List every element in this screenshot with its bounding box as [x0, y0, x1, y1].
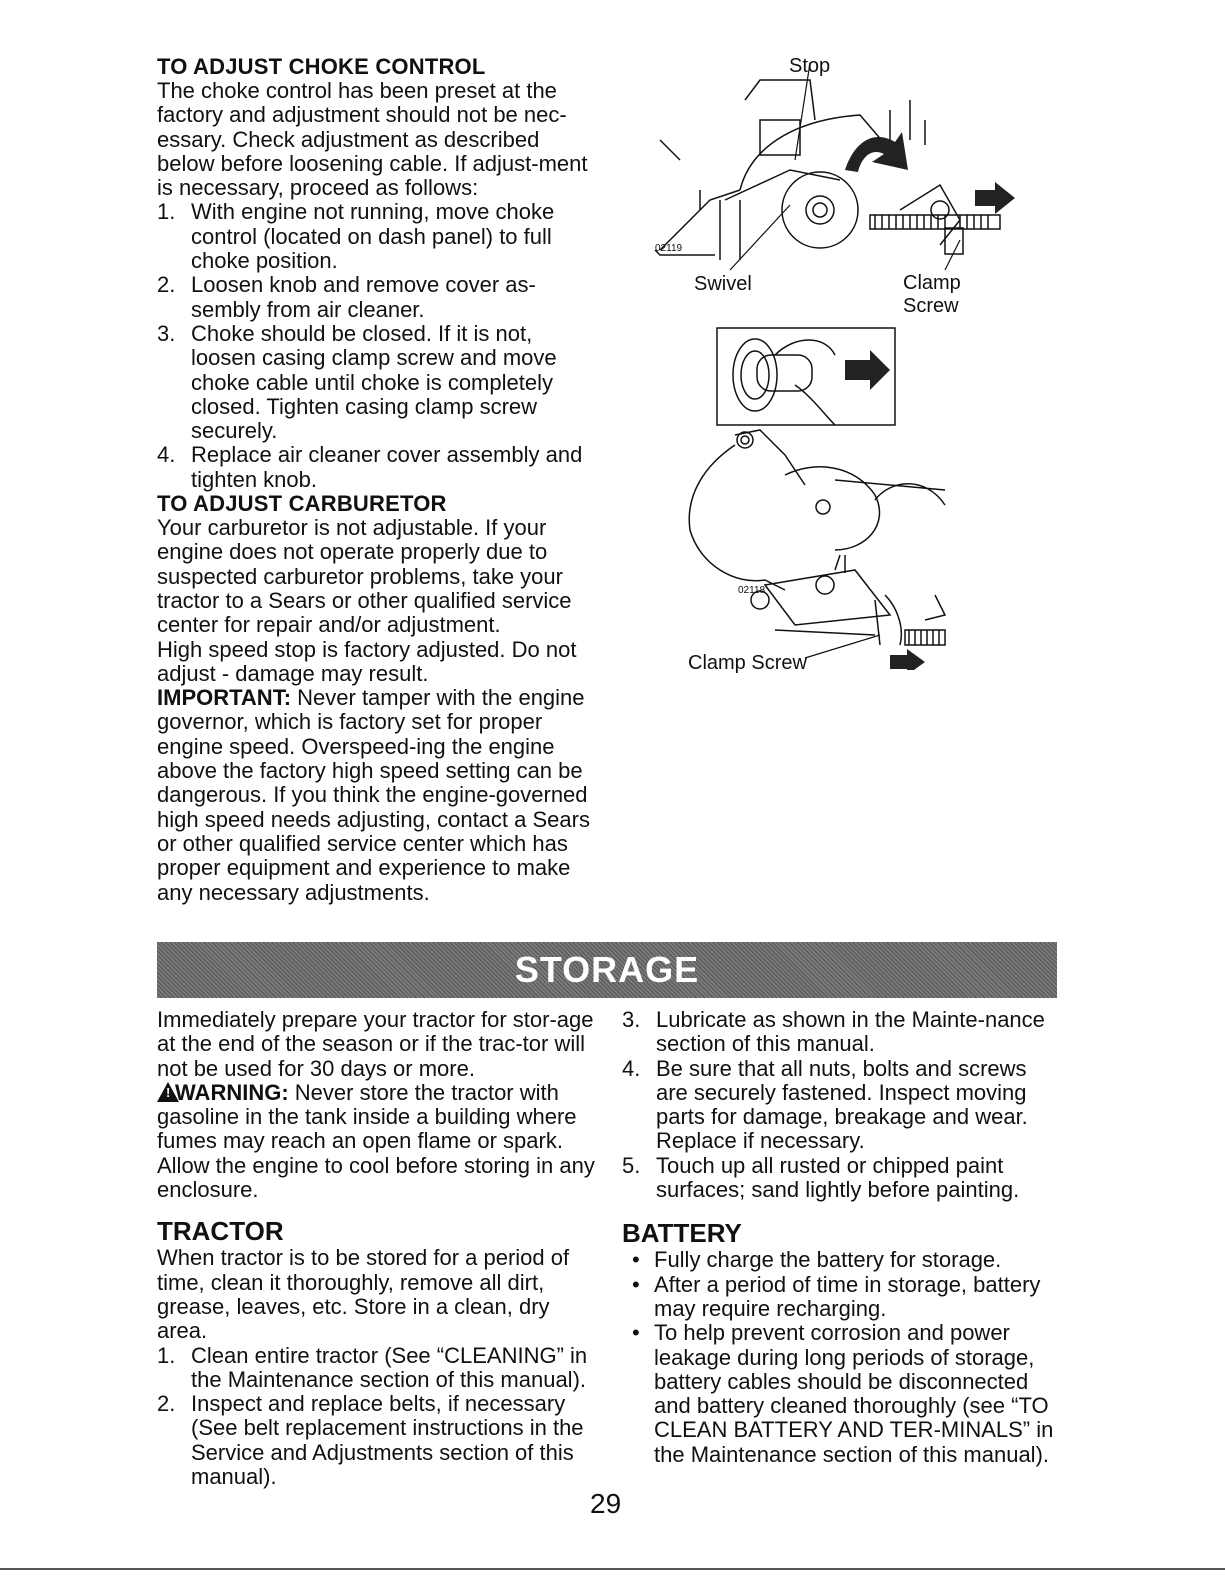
list-item: 5. Touch up all rusted or chipped paint surfaces; sand lightly before painting.	[622, 1152, 1020, 1203]
list-item: 2. Loosen knob and remove cover as-sembly from air cleaner.	[157, 272, 536, 322]
battery-bullets	[622, 1248, 1062, 1467]
list-item: 4. Replace air cleaner cover assembly and tighten knob.	[157, 442, 583, 492]
tractor-heading: TRACTOR	[157, 1216, 284, 1247]
clamp-screw-label: Clamp Screw	[688, 652, 807, 674]
list-item: • After a period of time in storage, battery may require recharging.	[632, 1271, 1041, 1321]
tractor-steps-right	[622, 1008, 1062, 1202]
warning-icon: !	[157, 1082, 179, 1102]
choke-intro: The choke control has been preset at the factory and adjustment should not be nec-essary. Check adjustment as described below before loosening cable. If adjust-ment is necessary, proceed as follows:	[157, 78, 588, 201]
list-item: • Fully charge the battery for storage.	[632, 1247, 1002, 1273]
storage-intro: Immediately prepare your tractor for stor-age at the end of the season or if the trac-tor will not be used for 30 days or more.	[157, 1007, 594, 1081]
clamp-label: Clamp	[903, 272, 961, 294]
stop-label: Stop	[789, 55, 831, 77]
battery-heading: BATTERY	[622, 1218, 742, 1249]
choke-section	[157, 55, 597, 905]
list-item: 4. Be sure that all nuts, bolts and screws are securely fastened. Inspect moving parts for damage, breakage and wear. Replace if necessary.	[622, 1055, 1028, 1154]
choke-heading: TO ADJUST CHOKE CONTROL	[157, 54, 486, 79]
figure-code-02118: 02118	[738, 585, 766, 596]
page-number: 29	[590, 1488, 622, 1519]
storage-banner	[157, 942, 1057, 998]
carburetor-figure	[675, 325, 975, 670]
carburetor-p1: Your carburetor is not adjustable. If your engine does not operate properly due to suspected carburetor problems, take your tractor to a Sears or other qualified service center for repair and/or adjustment.	[157, 515, 572, 638]
list-item: 2. Inspect and replace belts, if necessary (See belt replacement instructions in the Service and Adjustments section of this manual).	[157, 1391, 584, 1490]
list-item: • To help prevent corrosion and power leakage during long periods of storage, battery cables should be disconnected and battery cleaned thoroughly (see “TO CLEAN BATTERY AND TER-MINALS” in the Maintenance section of this manual).	[632, 1320, 1054, 1467]
screw-label: Screw	[903, 295, 959, 317]
list-item: 3. Lubricate as shown in the Mainte-nance section of this manual.	[622, 1007, 1045, 1057]
storage-right-column	[622, 1008, 1062, 1467]
list-item: 1. Clean entire tractor (See “CLEANING” in the Maintenance section of this manual).	[157, 1342, 588, 1392]
choke-steps	[157, 200, 597, 492]
carburetor-p2: High speed stop is factory adjusted. Do not adjust - damage may result.	[157, 636, 577, 686]
tractor-steps-left	[157, 1344, 597, 1490]
storage-warning: ! WARNING: Never store the tractor with gasoline in the tank inside a building where fumes may reach an open flame or spark. Allow the engine to cool before storing in any enclosure.	[157, 1079, 595, 1203]
tractor-intro: When tractor is to be stored for a period of time, clean it thoroughly, remove all dirt, grease, leaves, etc. Store in a clean, dry area.	[157, 1245, 570, 1344]
list-item: 3. Choke should be closed. If it is not, loosen casing clamp screw and move choke cable until choke is completely closed. Tighten casing clamp screw securely.	[157, 320, 557, 444]
figure-code-02119: 02119	[655, 243, 683, 254]
swivel-label: Swivel	[694, 273, 752, 295]
carburetor-heading: TO ADJUST CARBURETOR	[157, 491, 447, 517]
storage-left-column	[157, 1008, 597, 1489]
list-item: 1. With engine not running, move choke control (located on dash panel) to full choke position.	[157, 199, 555, 274]
bottom-divider	[0, 1568, 1225, 1570]
important-note: IMPORTANT: Never tamper with the engine governor, which is factory set for proper engine speed. Overspeed-ing the engine above the factory high speed setting can be dangerous. If you think the engine-governed high speed needs adjusting, contact a Sears or other qualified service center which has proper equipment and experience to make any necessary adjustments.	[157, 685, 590, 905]
storage-title: STORAGE	[514, 949, 700, 990]
